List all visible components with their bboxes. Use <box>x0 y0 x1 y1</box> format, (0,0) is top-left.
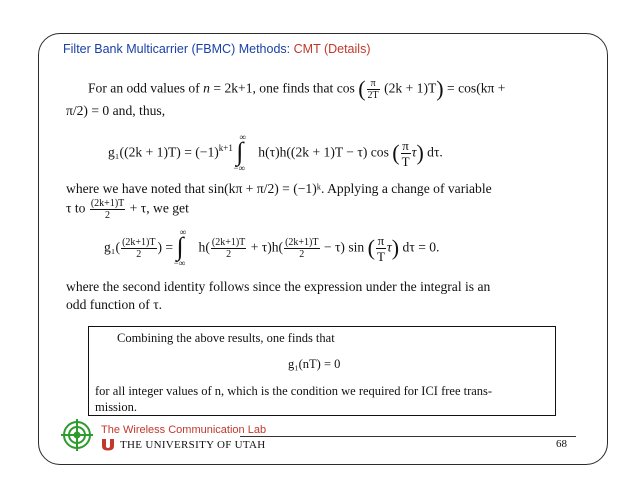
fraction-2k1t-over-2 <box>90 198 125 221</box>
equation-2-part-a: g₁( <box>104 239 121 255</box>
fraction-numerator: π <box>377 233 385 248</box>
lab-name: The Wireless Communication Lab <box>101 424 267 436</box>
equation-2-part-e: − τ) sin <box>323 239 365 255</box>
equation-2-part-b: ) = <box>157 239 174 255</box>
var-tau: τ <box>386 239 392 255</box>
fraction-denominator: T <box>401 154 410 169</box>
equation-1 <box>108 131 443 173</box>
fraction-numerator: π <box>367 78 380 90</box>
fraction-pi-over-t <box>376 233 386 264</box>
paren-open: ( <box>392 140 400 165</box>
box-equation: g₁(nT) = 0 <box>288 357 341 371</box>
body-line-4 <box>66 198 189 221</box>
paren-close: ) <box>391 235 400 260</box>
fraction-denominator: 2 <box>136 249 142 260</box>
university-name: THE UNIVERSITY OF UTAH <box>120 439 266 451</box>
var-tau: τ <box>411 144 417 160</box>
integral-sign: ∫ <box>176 232 184 261</box>
equation-2 <box>104 226 440 268</box>
equation-2-part-d: + τ)h( <box>250 239 284 255</box>
body-line-4-text-a: τ to <box>66 200 86 216</box>
fraction-numerator: (2k+1)T <box>122 237 156 248</box>
body-line-1-text-d: = cos(kπ + <box>447 80 506 96</box>
slide-title-sub: CMT (Details) <box>293 42 371 56</box>
body-line-4-text-b: + τ, we get <box>129 200 189 216</box>
equation-1-lhs: g₁((2k + 1)T) = (−1) <box>108 144 219 160</box>
fraction-2k1t-over-2 <box>121 237 156 260</box>
var-n: n <box>203 80 210 96</box>
fraction-numerator: π <box>402 138 409 153</box>
lower-limit: −∞ <box>173 257 186 268</box>
page-number: 68 <box>556 438 567 450</box>
paren-open: ( <box>367 235 375 260</box>
fraction-denominator: 2 <box>299 249 305 260</box>
box-line-3: mission. <box>95 400 138 414</box>
wireless-lab-logo <box>60 418 94 452</box>
body-line-5: where the second identity follows since the expression under the integral is an <box>66 279 491 294</box>
slide-title <box>63 42 370 56</box>
upper-limit: ∞ <box>239 131 246 142</box>
university-u-logo <box>101 438 115 451</box>
fraction-2k1t-over-2 <box>211 237 246 260</box>
equation-1-rhs: h(τ)h((2k + 1)T − τ) cos <box>258 144 389 160</box>
body-line-1 <box>88 78 505 101</box>
body-line-1-text-a: For an odd values of <box>88 80 200 96</box>
body-line-6: odd function of τ. <box>66 297 163 312</box>
upper-limit: ∞ <box>179 226 187 237</box>
body-line-2: π/2) = 0 and, thus, <box>66 103 166 118</box>
fraction-2k1t-over-2 <box>284 237 319 260</box>
fraction-numerator: (2k+1)T <box>90 198 125 209</box>
integral-limits <box>173 226 192 268</box>
paren-open: ( <box>358 76 366 101</box>
slide-title-separator: : <box>286 42 291 56</box>
body-line-1-text-c: (2k + 1)T <box>384 80 437 96</box>
fraction-pi-over-2t <box>367 78 380 101</box>
integral-limits <box>233 131 251 173</box>
fraction-denominator: 2T <box>367 90 379 101</box>
slide-title-main: Filter Bank Multicarrier (FBMC) Methods <box>63 42 287 56</box>
fraction-denominator: T <box>376 249 385 264</box>
integral-sign: ∫ <box>236 137 244 166</box>
fraction-numerator: (2k+1)T <box>211 237 246 248</box>
body-line-3: where we have noted that sin(kπ + π/2) = (−1)ᵏ. Applying a change of variable <box>66 181 492 196</box>
body-line-1-text-b: = 2k+1, one finds that cos <box>213 80 355 96</box>
lower-limit: −∞ <box>233 162 245 173</box>
equation-1-tail: dτ. <box>427 144 443 160</box>
fraction-pi-over-t <box>401 138 411 169</box>
fraction-numerator: (2k+1)T <box>285 237 319 248</box>
paren-close: ) <box>416 140 424 165</box>
box-line-2: for all integer values of n, which is the condition we required for ICI free trans- <box>95 384 493 398</box>
equation-2-part-c: h( <box>198 239 210 255</box>
box-line-1: Combining the above results, one finds that <box>117 331 335 345</box>
footer-divider <box>240 436 576 437</box>
equation-1-exponent: k+1 <box>218 143 233 154</box>
equation-2-part-f: dτ = 0. <box>402 239 440 255</box>
fraction-denominator: 2 <box>226 249 232 260</box>
fraction-denominator: 2 <box>105 210 111 221</box>
paren-close: ) <box>436 76 444 101</box>
